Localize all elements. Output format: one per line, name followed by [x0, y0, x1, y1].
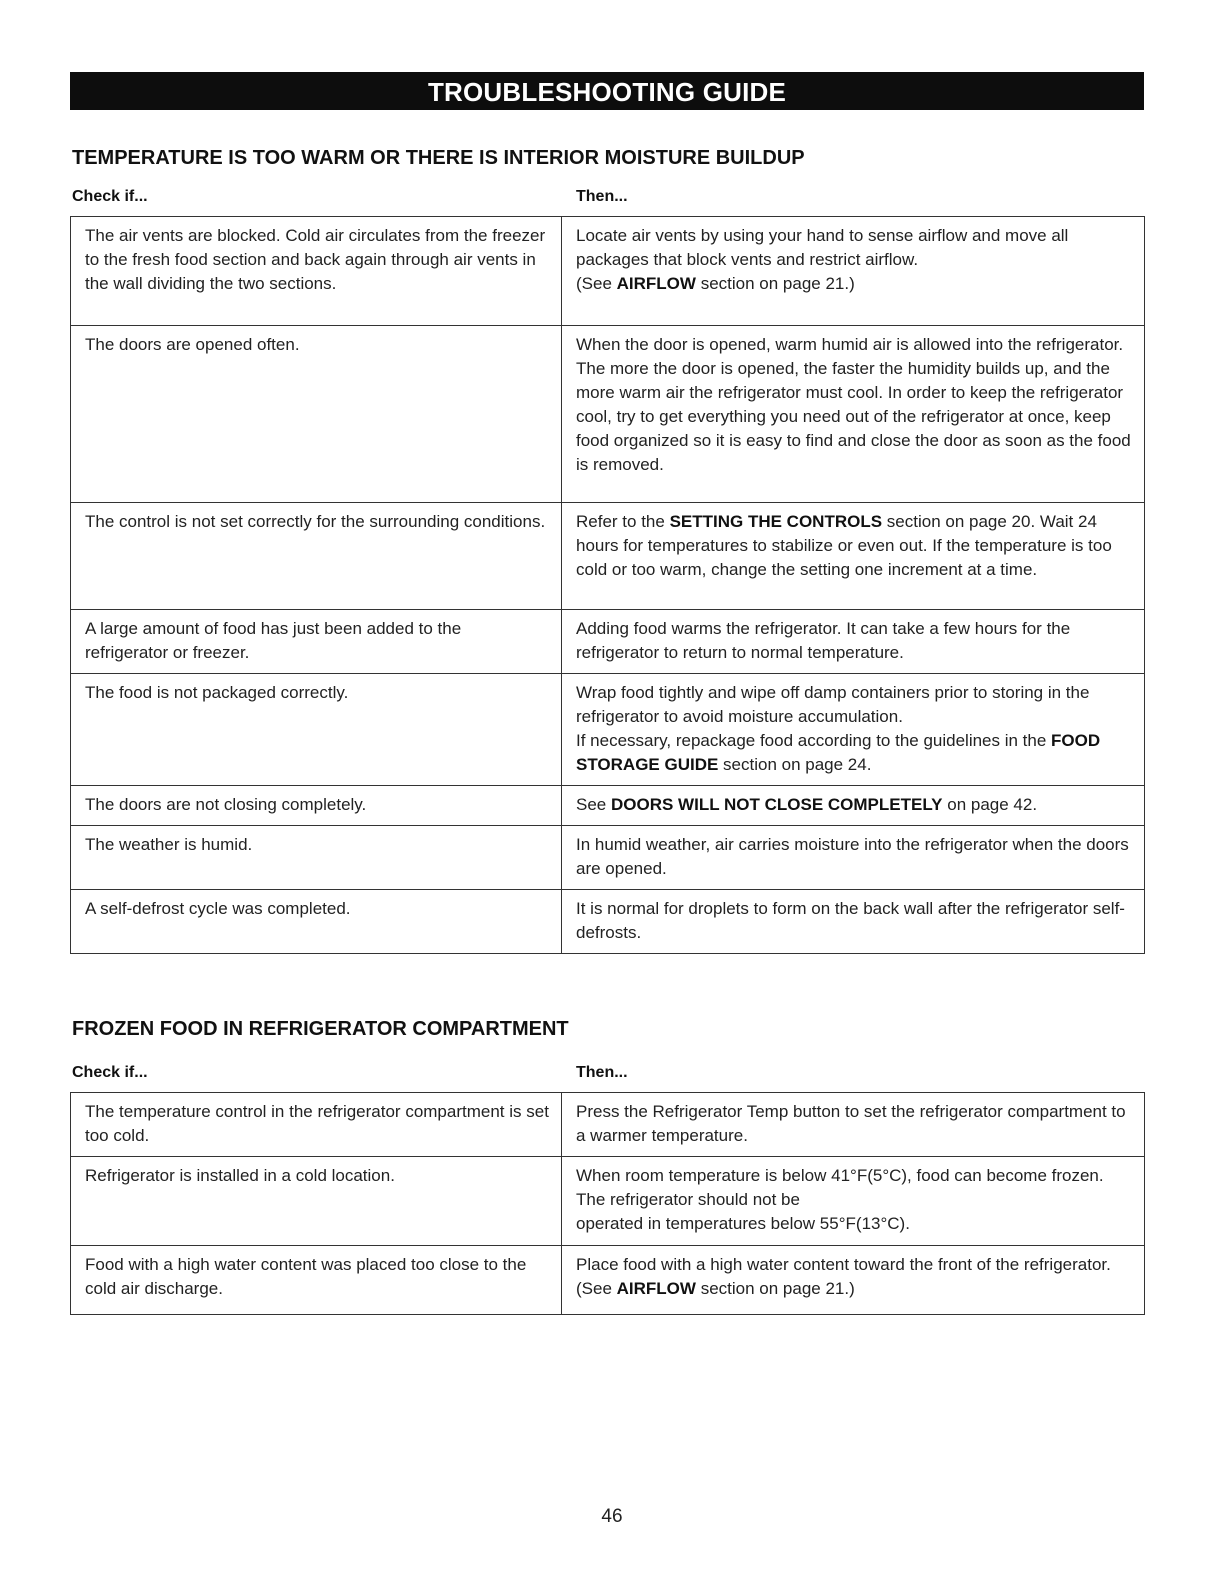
then-text: section on page 21.)	[695, 1279, 855, 1298]
table-row	[71, 1093, 1145, 1157]
check-if-header: Check if...	[72, 188, 148, 205]
then-header: Then...	[576, 188, 628, 205]
then-text: Refer to the	[576, 512, 670, 531]
table-row	[71, 503, 1145, 610]
troubleshooting-table-temperature	[70, 216, 1145, 954]
then-text: See	[576, 795, 611, 814]
section-title-frozen-food: FROZEN FOOD IN REFRIGERATOR COMPARTMENT	[72, 1018, 569, 1040]
then-text: Wrap food tightly and wipe off damp containers prior to storing in the refrigerator to avoid moisture accumulation.	[576, 683, 1090, 726]
table-row	[71, 217, 1145, 326]
cross-reference: DOORS WILL NOT CLOSE COMPLETELY	[610, 795, 943, 814]
table-row	[71, 1157, 1145, 1246]
table-row	[71, 890, 1145, 954]
then-cell	[562, 217, 1145, 326]
check-cell: The weather is humid.	[71, 826, 562, 890]
table-row	[71, 326, 1145, 503]
then-cell	[562, 503, 1145, 610]
then-cell	[562, 1157, 1145, 1246]
check-cell: The air vents are blocked. Cold air circulates from the freezer to the fresh food section and back again through air vents in the wall dividing the two sections.	[71, 217, 562, 326]
check-cell: The control is not set correctly for the surrounding conditions.	[71, 503, 562, 610]
then-cell: In humid weather, air carries moisture into the refrigerator when the doors are opened.	[562, 826, 1145, 890]
cross-reference: AIRFLOW	[616, 274, 696, 293]
then-cell	[562, 1246, 1145, 1315]
then-text: operated in temperatures below 55°F(13°C).	[576, 1214, 910, 1233]
table-row	[71, 610, 1145, 674]
then-text: When room temperature is below 41°F(5°C), food can become frozen. The refrigerator should not be	[576, 1166, 1104, 1209]
then-text: section on page 20. Wait 24 hours for temperatures to stabilize or even out. If the temperature is too cold or too warm, change the setting one increment at a time.	[576, 512, 1112, 579]
troubleshooting-table-frozen-food	[70, 1092, 1145, 1315]
table-row	[71, 826, 1145, 890]
then-cell: When the door is opened, warm humid air is allowed into the refrigerator. The more the door is opened, the faster the humidity builds up, and the more warm air the refrigerator must cool. In order to keep the refrigerator cool, try to get everything you need out of the refrigerator at once, keep food organized so it is easy to find and close the door as soon as the food is removed.	[562, 326, 1145, 503]
then-cell: Adding food warms the refrigerator. It can take a few hours for the refrigerator to return to normal temperature.	[562, 610, 1145, 674]
cross-reference: SETTING THE CONTROLS	[669, 512, 883, 531]
then-text: If necessary, repackage food according to the guidelines in the	[576, 731, 1052, 750]
guide-banner: TROUBLESHOOTING GUIDE	[70, 72, 1144, 110]
table-row	[71, 674, 1145, 786]
then-text: Locate air vents by using your hand to sense airflow and move all packages that block vents and restrict airflow.	[576, 226, 1069, 269]
section-title-temperature: TEMPERATURE IS TOO WARM OR THERE IS INTERIOR MOISTURE BUILDUP	[72, 147, 805, 169]
check-cell: The doors are opened often.	[71, 326, 562, 503]
check-cell: A self-defrost cycle was completed.	[71, 890, 562, 954]
table-row	[71, 1246, 1145, 1315]
check-if-header: Check if...	[72, 1064, 148, 1081]
then-cell: It is normal for droplets to form on the back wall after the refrigerator self-defrosts.	[562, 890, 1145, 954]
cross-reference: FOOD STORAGE GUIDE	[576, 731, 1101, 774]
then-header: Then...	[576, 1064, 628, 1081]
then-text: on page 42.	[942, 795, 1038, 814]
check-cell: The doors are not closing completely.	[71, 786, 562, 826]
check-cell: A large amount of food has just been added to the refrigerator or freezer.	[71, 610, 562, 674]
then-cell	[562, 786, 1145, 826]
then-cell	[562, 674, 1145, 786]
then-text: Place food with a high water content toward the front of the refrigerator. (See	[576, 1255, 1111, 1298]
check-cell: Food with a high water content was placed too close to the cold air discharge.	[71, 1246, 562, 1315]
check-cell: The food is not packaged correctly.	[71, 674, 562, 786]
check-cell: Refrigerator is installed in a cold location.	[71, 1157, 562, 1246]
then-text: section on page 21.)	[695, 274, 855, 293]
page-number: 46	[601, 1506, 623, 1527]
check-cell: The temperature control in the refrigerator compartment is set too cold.	[71, 1093, 562, 1157]
then-text: (See	[576, 274, 617, 293]
cross-reference: AIRFLOW	[616, 1279, 696, 1298]
table-row	[71, 786, 1145, 826]
then-cell: Press the Refrigerator Temp button to set the refrigerator compartment to a warmer temperature.	[562, 1093, 1145, 1157]
then-text: section on page 24.	[718, 755, 872, 774]
